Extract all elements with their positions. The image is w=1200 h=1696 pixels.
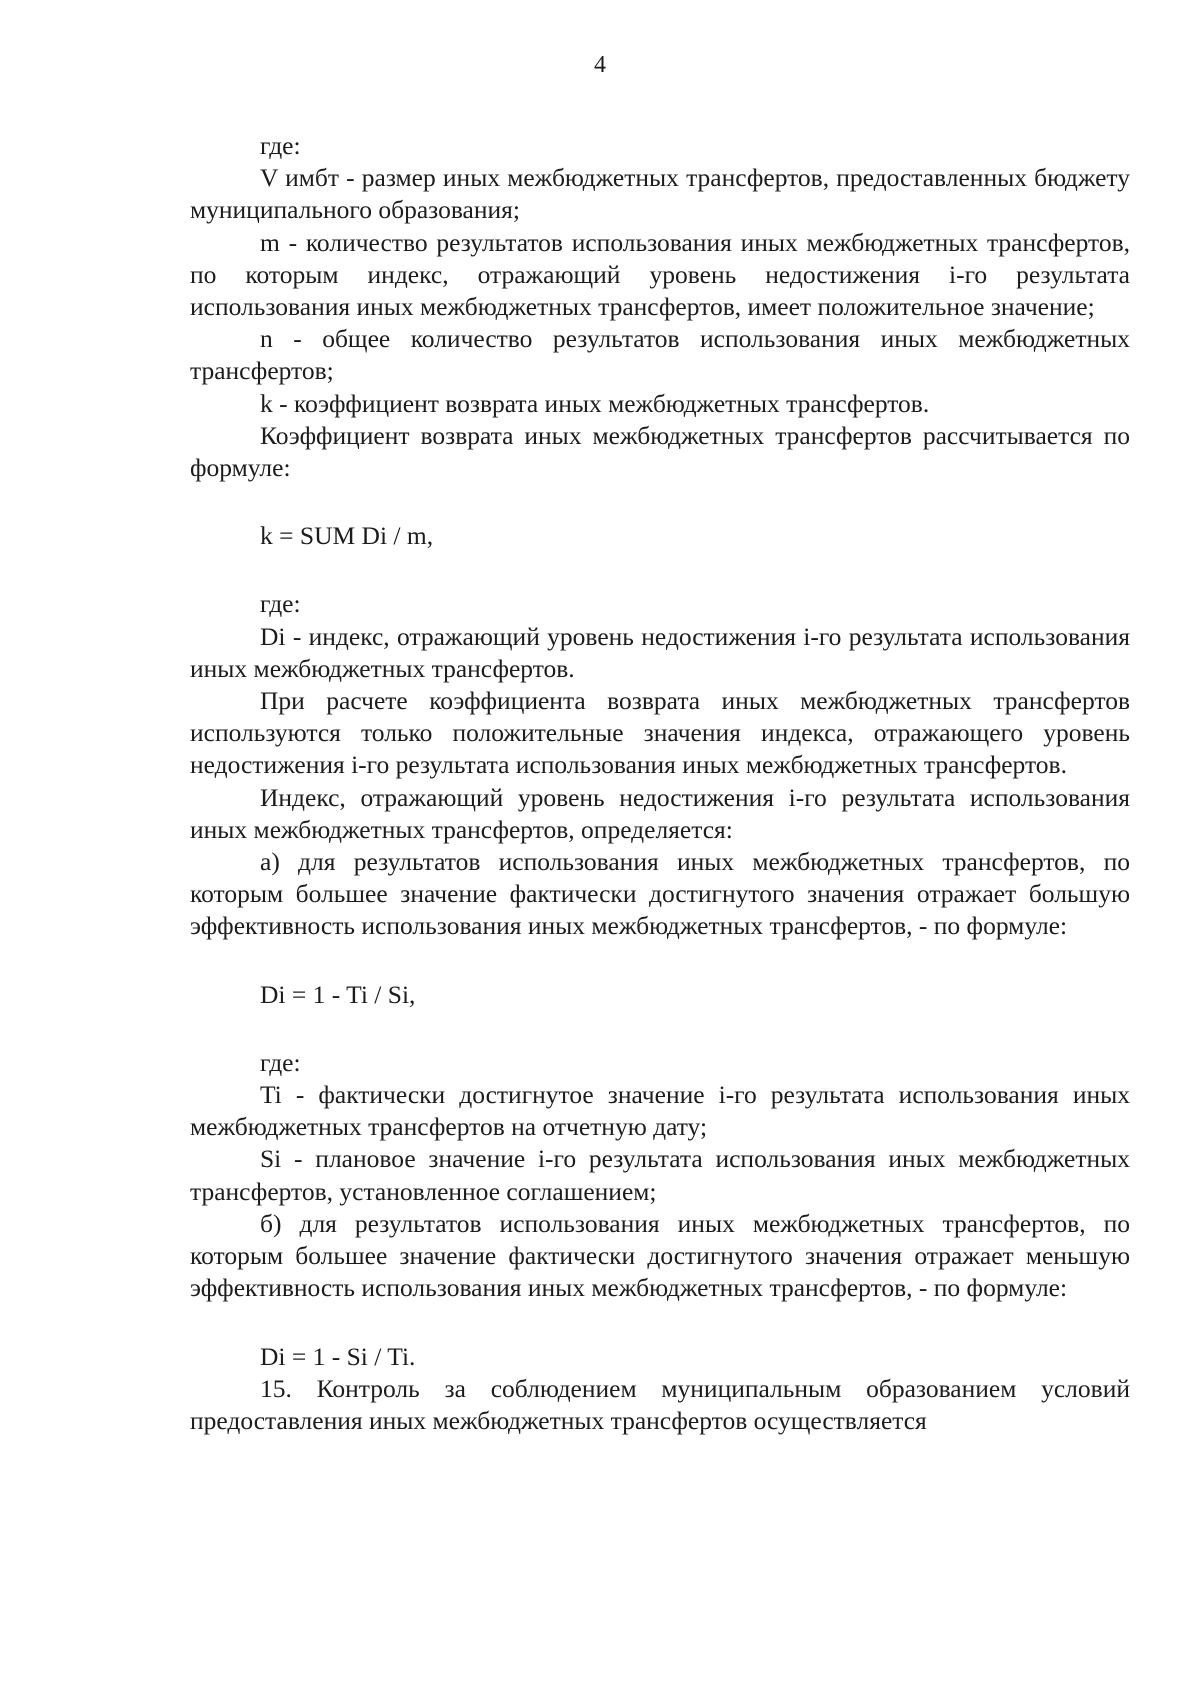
definition-m: m - количество результатов использования иных межбюджетных трансфертов, по которым индекс, отражающий уровень недостижения i-го результата использования иных межбюджетных трансфертов, имеет положительное значение; [190, 227, 1130, 322]
index-intro: Индекс, отражающий уровень недостижения i-го результата использования иных межбюджетных трансфертов, определяется: [190, 782, 1130, 844]
where-label: где: [260, 1047, 301, 1077]
definition-v: V имбт - размер иных межбюджетных трансфертов, предоставленных бюджету муниципального образования; [190, 163, 1130, 225]
definition-si: Si - плановое значение i-го результата использования иных межбюджетных трансфертов, установленное соглашением; [190, 1144, 1130, 1206]
item-15-paragraph: 15. Контроль за соблюдением муниципальным образованием условий предоставления иных межбюджетных трансфертов осуществляется [190, 1373, 1130, 1435]
coefficient-intro: Коэффициент возврата иных межбюджетных трансфертов рассчитывается по формуле: [190, 420, 1130, 483]
definition-n: n - общее количество результатов использования иных межбюджетных трансфертов; [190, 324, 1130, 386]
calculation-note: При расчете коэффициента возврата иных межбюджетных трансфертов используются только положительные значения индекса, отражающего уровень недостижения i-го результата использования иных межбюджетных трансфертов. [190, 686, 1130, 780]
case-a-paragraph: а) для результатов использования иных межбюджетных трансфертов, по которым большее значение фактически достигнутого значения отражает большую эффективность использования иных межбюджетных трансфертов, - по формуле: [190, 847, 1130, 941]
definition-k: k - коэффициент возврата иных межбюджетных трансфертов. [260, 388, 930, 418]
formula-a: Di = 1 - Ti / Si, [260, 979, 416, 1009]
formula-k: k = SUM Di / m, [260, 521, 434, 551]
document-body [190, 130, 1130, 1437]
definition-di: Di - индекс, отражающий уровень недостижения i-го результата использования иных межбюджетных трансфертов. [190, 621, 1130, 683]
page-number: 4 [594, 52, 606, 78]
where-label: где: [260, 131, 301, 160]
formula-b: Di = 1 - Si / Ti. [260, 1341, 416, 1371]
case-b-paragraph: б) для результатов использования иных межбюджетных трансфертов, по которым большее значение фактически достигнутого значения отражает меньшую эффективность использования иных межбюджетных трансфертов, - по формуле: [190, 1208, 1130, 1303]
where-label: где: [260, 589, 301, 619]
definition-ti: Ti - фактически достигнутое значение i-го результата использования иных межбюджетных трансфертов на отчетную дату; [190, 1080, 1130, 1142]
